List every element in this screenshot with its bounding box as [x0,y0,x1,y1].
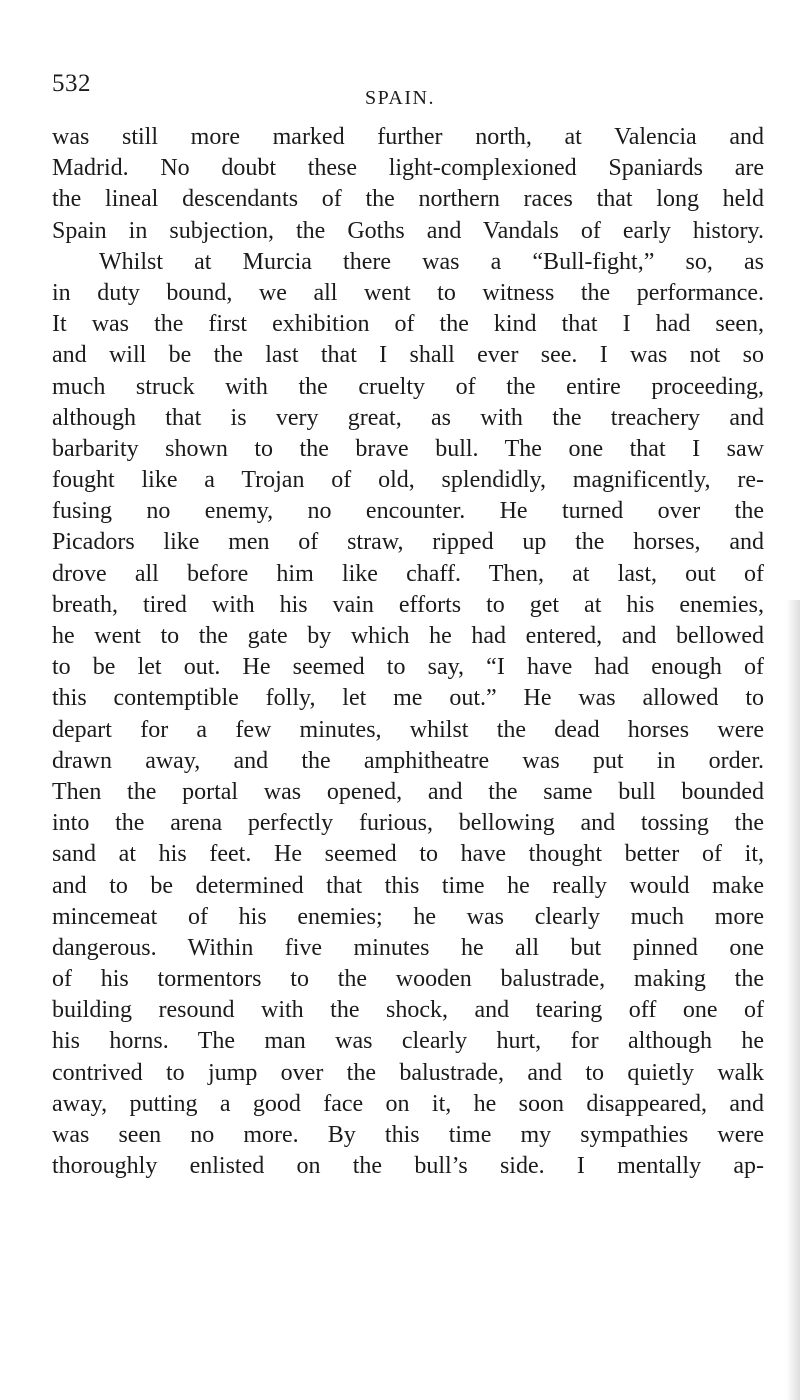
text-line: fusing no enemy, no encounter. He turned over the [52,498,764,525]
page-number: 532 [52,70,91,97]
text-line: building resound with the shock, and tearing off one of [52,997,764,1024]
text-line: sand at his feet. He seemed to have thought better of it, [52,841,764,868]
text-line: dangerous. Within five minutes he all but pinned one [52,934,764,961]
text-line: away, putting a good face on it, he soon disappeared, and [52,1090,764,1117]
text-line: although that is very great, as with the treachery and [52,404,764,431]
text-line: It was the first exhibition of the kind that I had seen, [52,311,764,338]
text-line: Picadors like men of straw, ripped up the horses, and [52,529,764,556]
text-line: thoroughly enlisted on the bull’s side. I mentally ap- [52,1153,764,1180]
text-line: this contemptible folly, let me out.” He was allowed to [52,685,764,712]
text-line: Then the portal was opened, and the same bull bounded [52,778,764,805]
text-line: the lineal descendants of the northern races that long held [52,186,764,213]
running-head: SPAIN. [365,87,435,109]
text-line: breath, tired with his vain efforts to get at his enemies, [52,591,764,618]
text-line: of his tormentors to the wooden balustrade, making the [52,966,764,993]
text-line: was still more marked further north, at Valencia and [52,124,764,150]
text-line: Madrid. No doubt these light-complexioned Spaniards are [52,155,764,182]
text-line: into the arena perfectly furious, bellowing and tossing the [52,810,764,837]
text-line: was seen no more. By this time my sympathies were [52,1122,764,1148]
text-line: and to be determined that this time he really would make [52,872,764,899]
text-line: contrived to jump over the balustrade, and to quietly walk [52,1059,764,1086]
text-line: barbarity shown to the brave bull. The one that I saw [52,435,764,462]
text-line: he went to the gate by which he had entered, and bellowed [52,623,764,649]
text-line: and will be the last that I shall ever see. I was not so [52,342,764,369]
text-line: in duty bound, we all went to witness the performance. [52,279,764,306]
text-line: mincemeat of his enemies; he was clearly much more [52,903,764,930]
text-line: to be let out. He seemed to say, “I have had enough of [52,654,764,681]
text-line: depart for a few minutes, whilst the dead horses were [52,716,764,743]
text-line: Whilst at Murcia there was a “Bull-fight,” so, as [99,248,764,275]
text-line: drove all before him like chaff. Then, at last, out of [52,560,764,587]
page-edge-shadow [786,600,800,1400]
text-line: much struck with the cruelty of the entire proceeding, [52,373,764,400]
body-text [52,122,764,1182]
text-line: fought like a Trojan of old, splendidly, magnificently, re- [52,467,764,494]
text-line: drawn away, and the amphitheatre was put in order. [52,747,764,774]
text-line: Spain in subjection, the Goths and Vandals of early history. [52,217,764,244]
text-line: his horns. The man was clearly hurt, for although he [52,1028,764,1055]
